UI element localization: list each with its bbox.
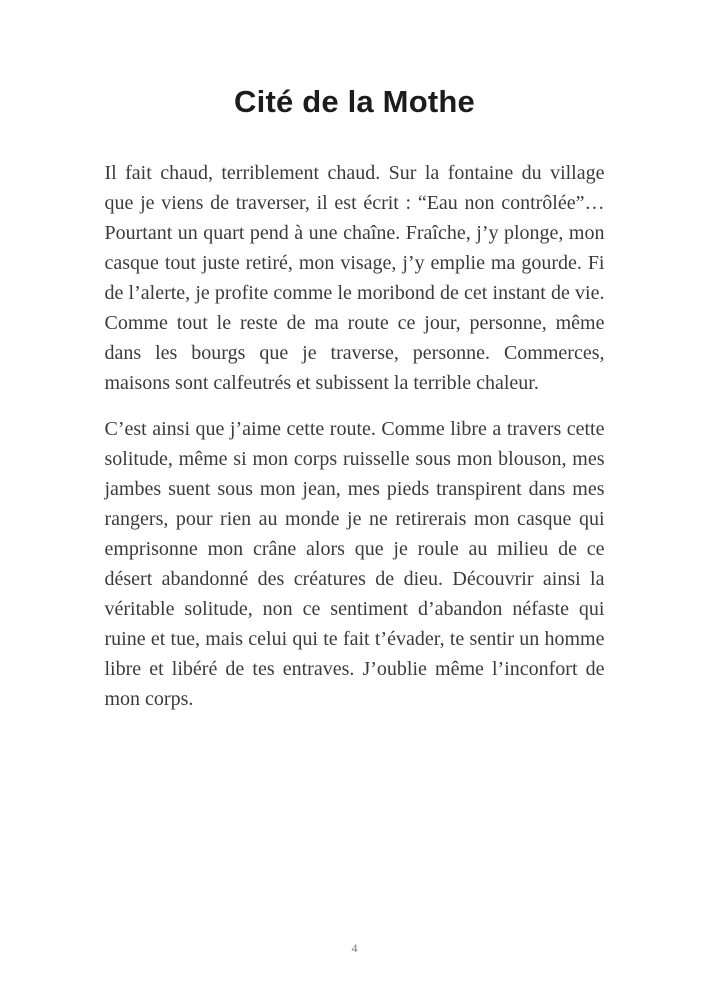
paragraph: Il fait chaud, terriblement chaud. Sur la fontaine du village que je viens de traverser, il est écrit : “Eau non contrôlée”… Pourtant un quart pend à une chaîne. Fraîche, j’y plonge, mon casque tout juste retiré, mon visage, j’y emplie ma gourde. Fi de l’alerte, je profite comme le moribond de cet instant de vie. Comme tout le reste de ma route ce jour, personne, même dans les bourgs que je traverse, personne. Commerces, maisons sont calfeutrés et subissent la terrible chaleur. [104,162,605,394]
chapter-title: Cité de la Mothe [234,84,475,119]
page-number: 4 [351,941,358,955]
paragraph: C’est ainsi que j’aime cette route. Comme libre a travers cette solitude, même si mon corps ruisselle sous mon blouson, mes jambes suent sous mon jean, mes pieds transpirent dans mes rangers, pour rien au monde je ne retirerais mon casque qui emprisonne mon crâne alors que je roule au milieu de ce désert abandonné des créatures de dieu. Découvrir ainsi la véritable solitude, non ce sentiment d’abandon néfaste qui ruine et tue, mais celui qui te fait t’évader, te sentir un homme libre et libéré de tes entraves. J’oublie même l’inconfort de mon corps. [104,418,605,710]
body-text [105,158,605,714]
